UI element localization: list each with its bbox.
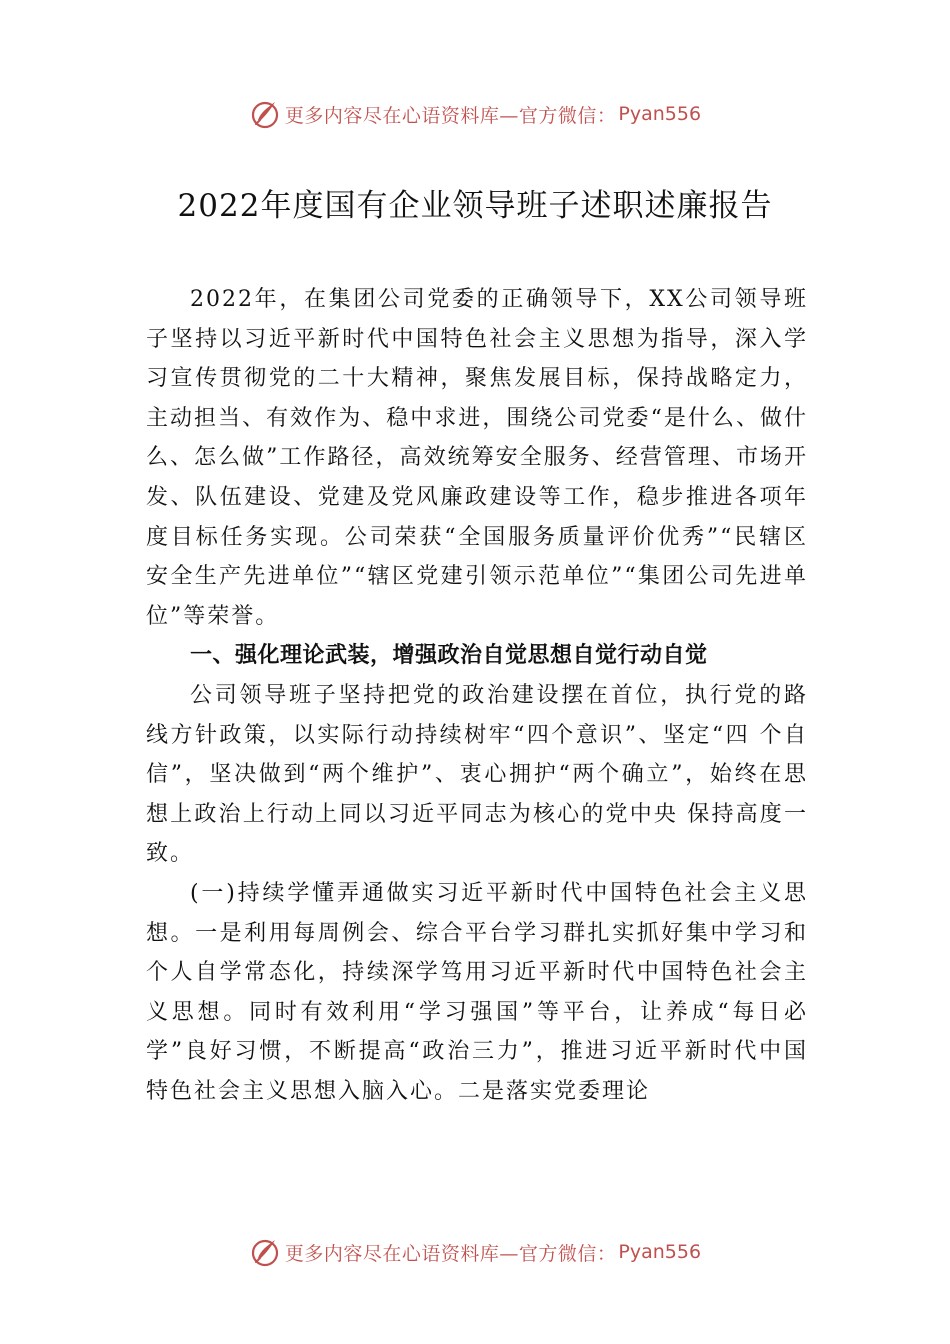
body-paragraph: 公司领导班子坚持把党的政治建设摆在首位，执行党的路线方针政策，以实际行动持续树牢“四个意识”、坚定“四 个自信”，坚决做到“两个维护”、衷心拥护“两个确立”，始终在思想上政治上行动上同以习近平同志为核心的党中央 保持高度一致。 — [146, 682, 808, 867]
document-body — [146, 280, 808, 1111]
watermark-wechat-id: Pyan556 — [618, 103, 702, 125]
watermark-header — [0, 94, 950, 134]
watermark-text: 更多内容尽在心语资料库—官方微信： — [284, 1242, 617, 1265]
body-paragraph: (一)持续学懂弄通做实习近平新时代中国特色社会主义思想。一是利用每周例会、综合平台学习群扎实抓好集中学习和个人自学常态化，持续深学笃用习近平新时代中国特色社会主义思想。同时有效利用“学习强国”等平台，让养成“每日必学”良好习惯，不断提高“政治三力”，推进习近平新时代中国特色社会主义思想入脑入心。二是落实党委理论 — [146, 880, 808, 1104]
watermark-footer — [0, 1232, 950, 1272]
pen-logo-icon — [249, 98, 281, 130]
document-title: 2022年度国有企业领导班子述职述廉报告 — [177, 188, 773, 224]
watermark-wechat-id: Pyan556 — [618, 1241, 702, 1263]
watermark-text: 更多内容尽在心语资料库—官方微信： — [284, 104, 617, 127]
pen-logo-icon — [249, 1236, 281, 1268]
intro-paragraph: 2022年，在集团公司党委的正确领导下，XX公司领导班子坚持以习近平新时代中国特色社会主义思想为指导，深入学习宣传贯彻党的二十大精神，聚焦发展目标，保持战略定力，主动担当、有效作为、稳中求进，围绕公司党委“是什么、做什么、怎么做”工作路径，高效统筹安全服务、经营管理、市场开发、队伍建设、党建及党风廉政建设等工作，稳步推进各项年度目标任务实现。公司荣获“全国服务质量评价优秀”“民辖区安全生产先进单位”“辖区党建引领示范单位”“集团公司先进单位”等荣誉。 — [146, 287, 808, 629]
section-heading: 一、强化理论武装，增强政治自觉思想自觉行动自觉 — [190, 643, 708, 669]
